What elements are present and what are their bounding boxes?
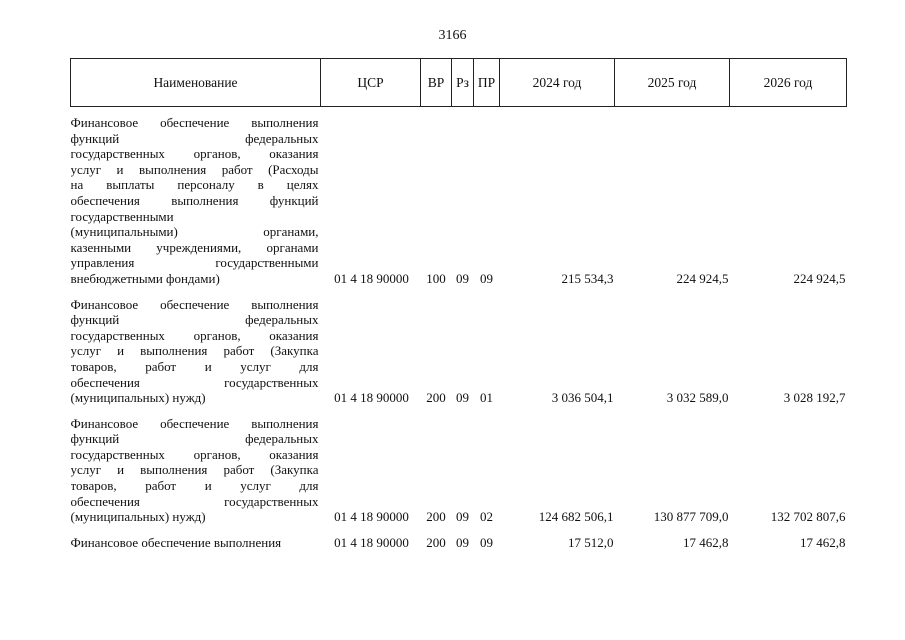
row-name-line: Финансовое обеспечение выполнения — [70, 115, 319, 130]
row-amount-2024: 17 512,0 — [568, 534, 614, 550]
row-name-line: государственных органов, оказания — [70, 146, 319, 162]
table-row — [71, 297, 847, 406]
row-name — [71, 416, 321, 525]
header-2024: 2024 год — [500, 59, 615, 107]
row-spacer-cell — [71, 287, 847, 297]
row-name-line: товаров, работ и услуг для — [70, 478, 319, 494]
header-2025: 2025 год — [615, 59, 730, 107]
row-pr: 09 — [480, 534, 493, 550]
row-name-line: Финансовое обеспечение выполнения — [70, 296, 319, 312]
row-name-line: услуг и выполнения работ (Закупка — [70, 343, 319, 359]
row-rz: 09 — [456, 509, 469, 525]
row-rz: 09 — [456, 534, 469, 550]
row-name-line: казенными учреждениями, органами — [70, 239, 319, 255]
row-csr: 01 4 18 90000 — [334, 270, 409, 286]
page-number: 3166 — [438, 28, 467, 43]
row-name-line: государственных органов, оказания — [70, 327, 319, 343]
header-vr: ВР — [421, 59, 452, 107]
row-name-line: функций федеральных — [70, 130, 319, 146]
row-csr: 01 4 18 90000 — [334, 534, 409, 550]
row-name-line: управления государственными — [70, 255, 319, 271]
header-rz: Рз — [452, 59, 474, 107]
header-csr: ЦСР — [321, 59, 421, 107]
header-name: Наименование — [71, 59, 321, 107]
row-spacer-cell — [71, 406, 847, 416]
row-vr: 100 — [426, 270, 446, 286]
row-spacer — [71, 525, 847, 535]
table-header — [71, 59, 847, 107]
row-amount-2026: 17 462,8 — [800, 534, 846, 550]
row-spacer — [71, 406, 847, 416]
header-2026: 2026 год — [730, 59, 847, 107]
row-amount-2024: 3 036 504,1 — [551, 390, 614, 406]
row-name — [71, 115, 321, 287]
row-amount-2026: 224 924,5 — [793, 270, 846, 286]
row-spacer-cell — [71, 525, 847, 535]
row-name-line: (муниципальными) органами, — [70, 224, 319, 240]
row-name — [71, 535, 321, 551]
row-amount-2025: 3 032 589,0 — [666, 390, 729, 406]
row-pr: 02 — [480, 509, 493, 525]
row-pr: 09 — [480, 270, 493, 286]
table-row — [71, 535, 847, 551]
table-body — [71, 107, 847, 551]
row-spacer — [71, 107, 847, 116]
header-pr: ПР — [474, 59, 500, 107]
row-name — [71, 297, 321, 406]
row-name-line: государственных органов, оказания — [70, 446, 319, 462]
row-pr: 01 — [480, 390, 493, 406]
table-row — [71, 416, 847, 525]
row-rz: 09 — [456, 270, 469, 286]
row-amount-2024: 215 534,3 — [561, 270, 614, 286]
table-row — [71, 115, 847, 287]
row-name-line: обеспечения государственных — [70, 493, 319, 509]
row-csr: 01 4 18 90000 — [334, 509, 409, 525]
row-name-line: услуг и выполнения работ (Расходы — [70, 161, 319, 177]
row-amount-2026: 132 702 807,6 — [770, 509, 846, 525]
row-spacer — [71, 287, 847, 297]
row-amount-2026: 3 028 192,7 — [783, 390, 846, 406]
row-name-line: Финансовое обеспечение выполнения — [70, 415, 319, 431]
row-name-line: (муниципальных) нужд) — [70, 509, 206, 525]
row-amount-2025: 17 462,8 — [683, 534, 729, 550]
row-vr: 200 — [426, 534, 446, 550]
row-amount-2025: 130 877 709,0 — [653, 509, 729, 525]
row-name-line: Финансовое обеспечение выполнения — [70, 534, 282, 550]
row-name-line: услуг и выполнения работ (Закупка — [70, 462, 319, 478]
row-spacer-cell — [71, 107, 847, 116]
row-name-line: функций федеральных — [70, 431, 319, 447]
row-amount-2024: 124 682 506,1 — [538, 509, 614, 525]
row-amount-2025: 224 924,5 — [676, 270, 729, 286]
budget-table — [70, 58, 847, 550]
row-name-line: на выплаты персоналу в целях — [70, 177, 319, 193]
row-name-line: внебюджетными фондами) — [70, 270, 220, 286]
row-vr: 200 — [426, 390, 446, 406]
row-name-line: (муниципальных) нужд) — [70, 390, 206, 406]
row-name-line: государственными — [70, 208, 174, 224]
row-name-line: товаров, работ и услуг для — [70, 358, 319, 374]
row-vr: 200 — [426, 509, 446, 525]
row-name-line: обеспечения государственных — [70, 374, 319, 390]
row-csr: 01 4 18 90000 — [334, 390, 409, 406]
row-rz: 09 — [456, 390, 469, 406]
row-name-line: функций федеральных — [70, 312, 319, 328]
row-name-line: обеспечения выполнения функций — [70, 192, 319, 208]
